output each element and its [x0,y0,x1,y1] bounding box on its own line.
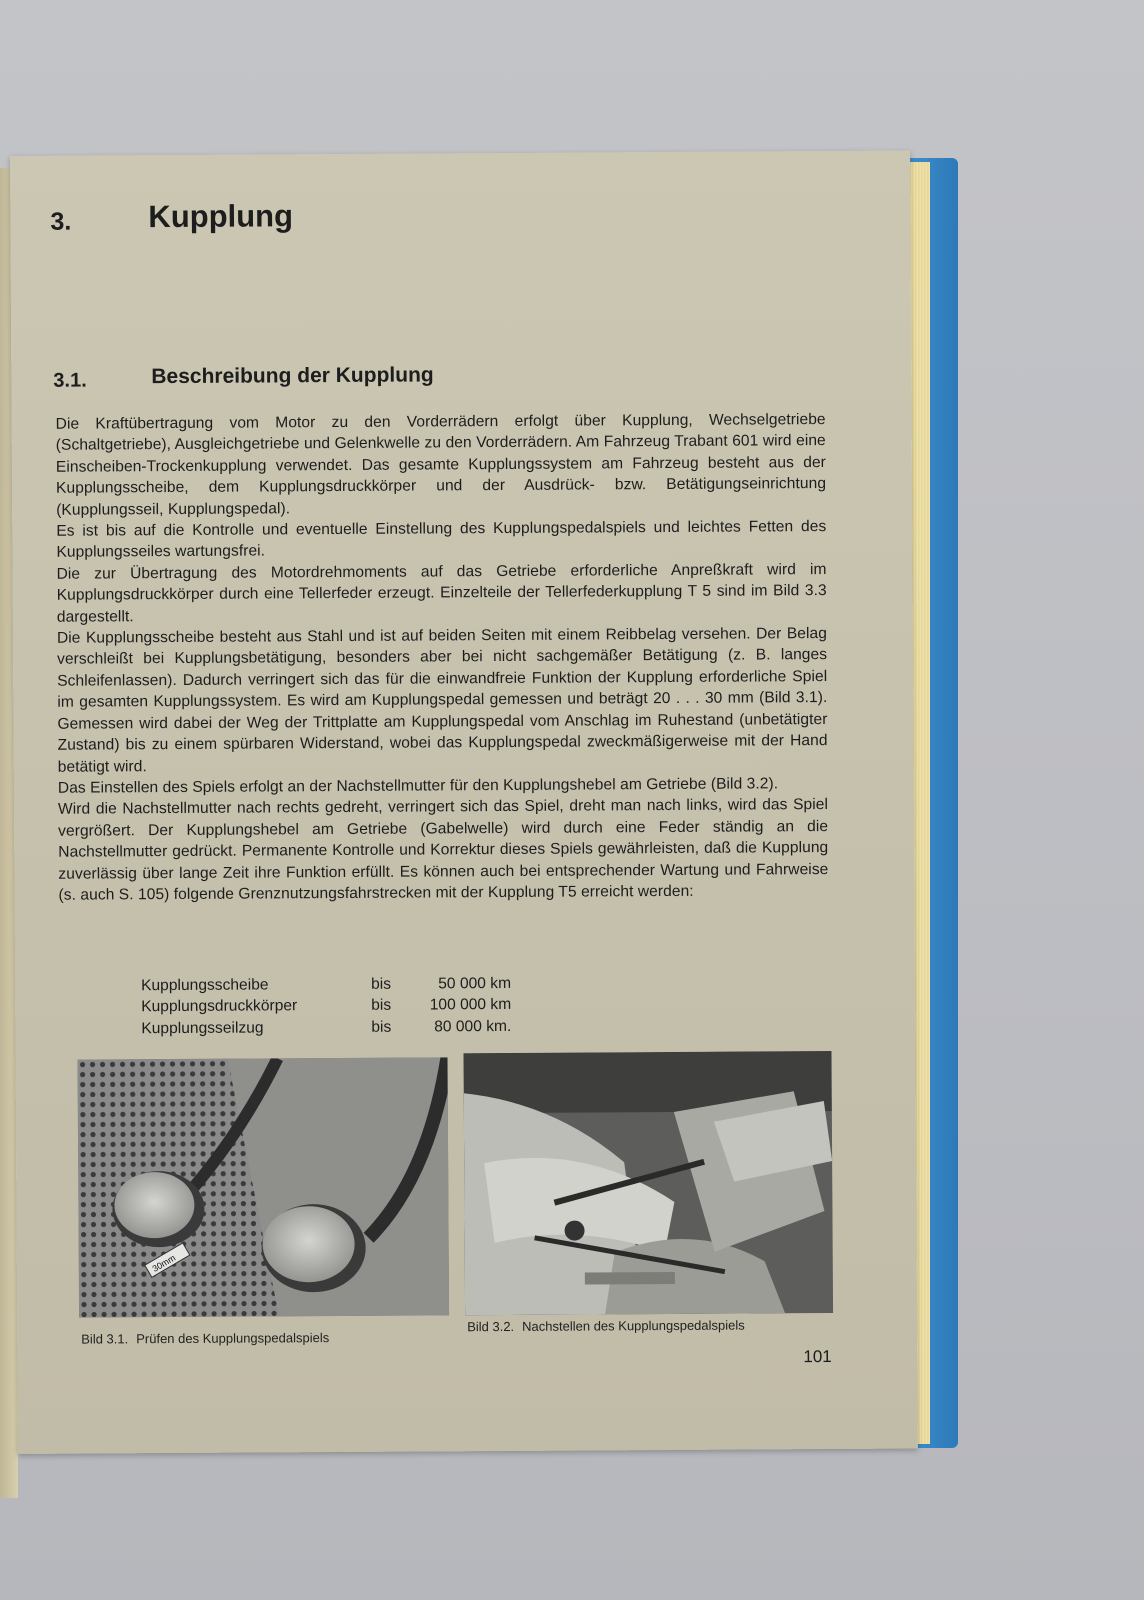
limits-table [141,973,541,1040]
figure-3-1-photo [78,1057,450,1317]
figure-caption-text: Prüfen des Kupplungspedalspiels [136,1330,330,1347]
limits-part: Kupplungsseilzug [141,1019,264,1037]
pedal-photo-illustration [78,1057,450,1317]
paragraph: Die Kraftübertragung vom Motor zu den Vorderrädern erfolgt über Kupplung, Wechselgetriebe (Schaltgetriebe), Ausgleichgetriebe und Gelenkwelle zu den Vorderrädern. Am Fahrzeug Trabant 601 wird eine Einscheiben-Trockenkupplung verwendet. Das gesamte Kupplungssystem am Fahrzeug besteht aus der Kupplungsscheibe, dem Kupplungsdruckkörper und der Ausdrück- bzw. Betätigungseinrichtung (Kupplungsseil, Kupplungspedal). [55,411,827,519]
chapter-title: Kupplung [148,198,294,235]
section-number: 3.1. [53,369,87,392]
limits-bis: bis [371,1018,392,1036]
section-heading [53,359,871,404]
chapter-number: 3. [50,207,72,236]
limits-bis: bis [371,975,392,993]
body-text [56,409,829,906]
figure-caption-text: Nachstellen des Kupplungspedalspiels [522,1317,745,1334]
page-number: 101 [803,1347,832,1367]
paragraph: Das Einstellen des Spiels erfolgt an der Nachstellmutter für den Kupplungshebel am Getriebe (Bild 3.2). [57,775,779,797]
figure-3-2-photo [463,1051,833,1315]
limits-distance: 50 000 km [438,974,512,993]
paragraph: Die zur Übertragung des Motordrehmoments auf das Getriebe erforderliche Anpreßkraft wird im Kupplungsdruckkörper durch eine Tellerfeder erzeugt. Einzelteile der Tellerfederkupplung T 5 sind im Bild 3.3 dargestellt. [56,560,827,626]
limits-distance: 100 000 km [429,996,512,1014]
chapter-heading [50,191,870,256]
paragraph: Es ist bis auf die Kontrolle und eventuelle Einstellung des Kupplungspedalspiels und leichtes Fetten des Kupplungsseiles wartungsfrei. [56,518,827,562]
limits-bis: bis [371,997,392,1015]
adjustment-photo-illustration [463,1051,833,1315]
figure-3-2-caption [467,1318,745,1335]
section-title: Beschreibung der Kupplung [151,363,434,389]
limits-row [141,973,541,997]
limits-part: Kupplungsscheibe [141,976,269,995]
limits-part: Kupplungsdruckkörper [141,997,298,1016]
limits-row [141,994,541,1018]
limits-row [141,1016,541,1040]
paragraph: Wird die Nachstellmutter nach rechts gedreht, verringert sich das Spiel, dreht man nach links, wird das Spiel vergrößert. Der Kupplungshebel am Getriebe (Gabelwelle) wird durch eine Feder ständig an die Nachstellmutter gedrückt. Permanente Kontrolle und Korrektur dieses Spiels gewährleisten, daß die Kupplung zuverlässig über lange Zeit ihre Funktion erfüllt. Es können auch bei entsprechender Wartung und Fahrweise (s. auch S. 105) folgende Grenznutzungsfahrstrecken mit der Kupplung T5 erreicht werden: [57,796,829,904]
figure-label: Bild 3.2. [467,1318,515,1335]
book-page [10,151,918,1454]
paragraph: Die Kupplungsscheibe besteht aus Stahl und ist auf beiden Seiten mit einem Reibbelag versehen. Der Belag verschleißt bei Kupplungsbetätigung, besonders aber bei nicht sachgemäßer Betätigung (z. B. langes Schleifenlassen). Dadurch verringert sich das für die einwandfreie Funktion der Kupplung erforderliche Spiel im gesamten Kupplungssystem. Es wird am Kupplungspedal gemessen und beträgt 20 . . . 30 mm (Bild 3.1). Gemessen wird dabei der Weg der Trittplatte am Kupplungspedal vom Anschlag im Ruhestand (unbetätigter Zustand) bis zu einem spürbaren Widerstand, wobei das Kupplungspedal zweckmäßigerweise mit der Hand betätigt wird. [56,625,828,776]
figure-label: Bild 3.1. [81,1331,129,1347]
ruler-label: 30mm [150,1252,178,1274]
figure-3-1-caption [81,1330,329,1347]
limits-distance: 80 000 km. [434,1017,512,1036]
